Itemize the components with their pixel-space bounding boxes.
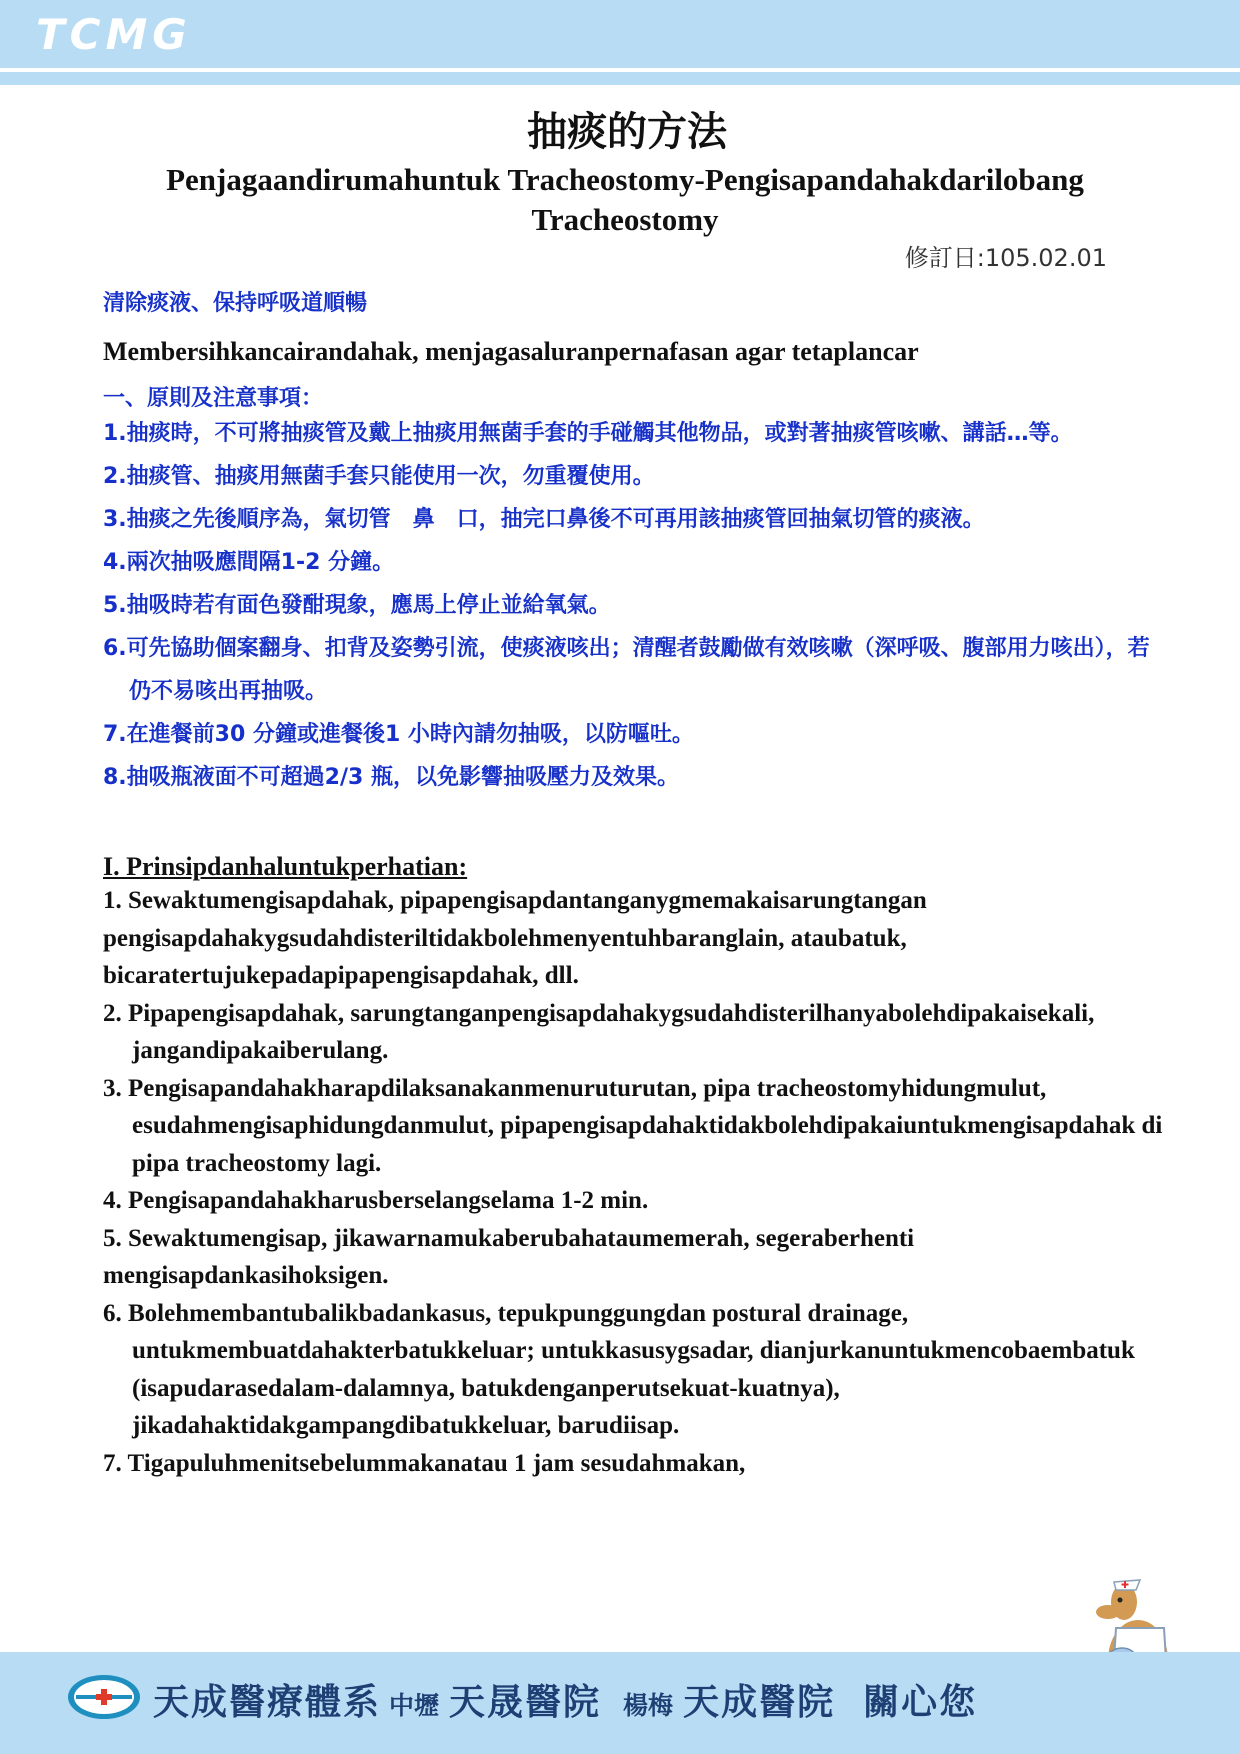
principles-heading-id: I. Prinsipdanhaluntukperhatian: [103,852,468,881]
list-item: 2.抽痰管、抽痰用無菌手套只能使用一次，勿重覆使用。 [103,464,655,489]
list-item: 5.抽吸時若有面色發酣現象，應馬上停止並給氧氣。 [103,593,611,618]
list-item: 3.抽痰之先後順序為，氣切管 鼻 口，抽完口鼻後不可再用該抽痰管回抽氣切管的痰液。 [103,507,985,532]
list-item: 6.可先協助個案翻身、扣背及姿勢引流，使痰液咳出；清醒者鼓勵做有效咳嗽（深呼吸、腹部用力咳出），若仍不易咳出再抽吸。 [103,636,1150,704]
footer-location-2: 楊梅 [623,1691,674,1720]
hospital-logo-icon [66,1672,142,1722]
list-item: 7.在進餐前30 分鐘或進餐後1 小時內請勿抽吸，以防嘔吐。 [103,722,694,747]
list-item: 1. Sewaktumengisapdahak, pipapengisapdantanganygmemakaisarungtangan pengisapdahakygsudahdisteriltidakbolehmenyentuhbaranglain, ataubatuk, bicaratertujukepadapipapengisapdahak, dll. [103,887,927,989]
footer-location-1: 中壢 [389,1691,440,1720]
list-item: 4.兩次抽吸應間隔1-2 分鐘。 [103,550,395,575]
principles-list-zh [103,412,1153,799]
purpose-zh: 清除痰液、保持呼吸道順暢 [103,291,368,316]
footer-system-name: 天成醫療體系 [153,1682,382,1723]
list-item: 4. Pengisapandahakharusberselangselama 1-2 min. [103,1187,649,1214]
page-title-id: Penjagaandirumahuntuk Tracheostomy-Pengisapandahakdarilobang Tracheostomy [166,162,1084,237]
list-item: 7. Tigapuluhmenitsebelummakanatau 1 jam sesudahmakan, [103,1449,746,1477]
brand-logo-text: TCMG [36,10,192,59]
header-band [0,0,1240,68]
footer-text [153,1674,977,1725]
purpose-id: Membersihkancairandahak, menjagasaluranpernafasan agar tetaplancar [103,337,919,366]
principles-heading-zh: 一、原則及注意事項： [103,386,324,411]
list-item: 5. Sewaktumengisap, jikawarnamukaberubahataumemerah, segeraberhenti mengisapdankasihoksigen. [103,1224,915,1289]
header-stripe [0,72,1240,85]
list-item: 3. Pengisapandahakharapdilaksanakanmenuruturutan, pipa tracheostomyhidungmulut, esudahmengisaphidungdanmulut, pipapengisapdahaktidakbolehdipakaiuntukmengisapdahak di pipa tracheostomy lagi. [103,1074,1163,1177]
footer-hospital-2: 天成醫院 [683,1682,836,1723]
principles-list-id [103,882,1163,1482]
footer-hospital-1: 天晟醫院 [449,1682,602,1723]
list-item: 2. Pipapengisapdahak, sarungtanganpengisapdahakygsudahdisterilhanyabolehdipakaisekali, jangandipakaiberulang. [103,999,1095,1064]
revision-date: 修訂日:105.02.01 [904,244,1107,272]
list-item: 8.抽吸瓶液面不可超過2/3 瓶，以免影響抽吸壓力及效果。 [103,765,679,790]
page-title-zh: 抽痰的方法 [527,109,727,155]
list-item: 6. Bolehmembantubalikbadankasus, tepukpunggungdan postural drainage, untukmembuatdahakterbatukkeluar; untukkasusygsadar, dianjurkanuntukmencobaembatuk (isapudarasedalam-dalamnya, batukdenganperutsekuat-kuatnya), jikadahaktidakgampangdibatukkeluar, barudiisap. [103,1299,1135,1439]
footer-slogan: 關心您 [863,1682,978,1723]
list-item: 1.抽痰時，不可將抽痰管及戴上抽痰用無菌手套的手碰觸其他物品，或對著抽痰管咳嗽、講話…等。 [103,421,1073,446]
